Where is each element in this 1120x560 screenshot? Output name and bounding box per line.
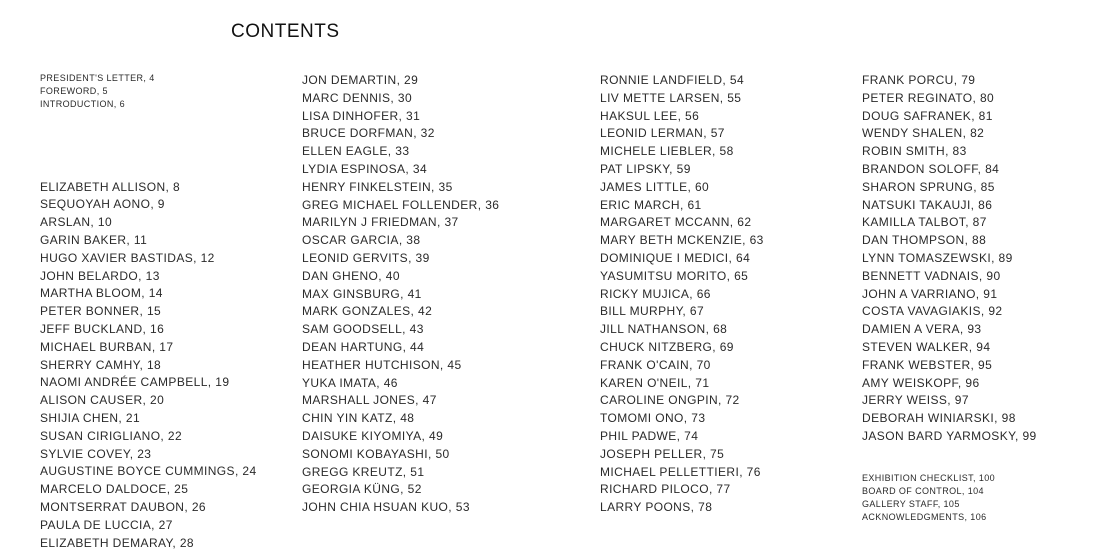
contents-entry: STEVEN WALKER, 94 <box>862 339 991 354</box>
contents-entry: ELIZABETH DEMARAY, 28 <box>40 535 195 550</box>
contents-entry: YUKA IMATA, 46 <box>302 375 398 390</box>
contents-entry: FRANK PORCU, 79 <box>862 73 976 87</box>
back-matter-item: ACKNOWLEDGMENTS, 106 <box>862 512 987 523</box>
contents-entry: MARK GONZALES, 42 <box>302 304 433 319</box>
contents-entry: JAMES LITTLE, 60 <box>600 179 710 194</box>
contents-entry: FRANK O'CAIN, 70 <box>600 357 711 372</box>
contents-entry: MARSHALL JONES, 47 <box>302 393 437 408</box>
artist-list <box>40 179 257 553</box>
contents-entry: KAMILLA TALBOT, 87 <box>862 215 987 230</box>
contents-entry: SONOMI KOBAYASHI, 50 <box>302 446 450 461</box>
back-matter-item: EXHIBITION CHECKLIST, 100 <box>862 472 996 483</box>
contents-entry: PAULA DE LUCCIA, 27 <box>40 517 173 532</box>
contents-entry: HUGO XAVIER BASTIDAS, 12 <box>40 250 215 265</box>
contents-entry: ELLEN EAGLE, 33 <box>302 144 410 159</box>
artist-list <box>862 72 1037 446</box>
contents-entry: MARILYN J FRIEDMAN, 37 <box>302 215 459 230</box>
contents-entry: PAT LIPSKY, 59 <box>600 161 691 176</box>
contents-entry: PHIL PADWE, 74 <box>600 428 699 443</box>
contents-entry: AMY WEISKOPF, 96 <box>862 375 980 390</box>
contents-entry: KAREN O'NEIL, 71 <box>600 375 710 390</box>
back-matter-item: GALLERY STAFF, 105 <box>862 499 960 510</box>
contents-entry: BILL MURPHY, 67 <box>600 304 705 319</box>
contents-entry: RICKY MUJICA, 66 <box>600 286 711 301</box>
contents-entry: GEORGIA KÜNG, 52 <box>302 482 422 497</box>
page-title: CONTENTS <box>231 21 340 42</box>
contents-entry: JOHN BELARDO, 13 <box>40 268 160 283</box>
contents-entry: DAISUKE KIYOMIYA, 49 <box>302 428 444 443</box>
contents-entry: MICHELE LIEBLER, 58 <box>600 144 734 159</box>
contents-entry: ERIC MARCH, 61 <box>600 197 702 212</box>
contents-entry: ELIZABETH ALLISON, 8 <box>40 179 181 194</box>
contents-entry: BENNETT VADNAIS, 90 <box>862 268 1001 283</box>
front-matter-item: PRESIDENT'S LETTER, 4 <box>40 73 155 83</box>
artist-list <box>302 72 499 517</box>
contents-entry: PETER BONNER, 15 <box>40 304 162 319</box>
contents-entry: LARRY POONS, 78 <box>600 500 713 515</box>
contents-entry: HEATHER HUTCHISON, 45 <box>302 357 462 372</box>
contents-entry: MARY BETH MCKENZIE, 63 <box>600 233 764 248</box>
contents-entry: LISA DINHOFER, 31 <box>302 108 421 123</box>
contents-entry: SHERRY CAMHY, 18 <box>40 357 162 372</box>
contents-entry: ALISON CAUSER, 20 <box>40 393 165 408</box>
contents-entry: SHIJIA CHEN, 21 <box>40 410 141 425</box>
contents-entry: AUGUSTINE BOYCE CUMMINGS, 24 <box>40 464 257 479</box>
contents-entry: DOMINIQUE I MEDICI, 64 <box>600 250 751 265</box>
contents-entry: JERRY WEISS, 97 <box>862 393 969 408</box>
contents-entry: MARCELO DALDOCE, 25 <box>40 482 189 497</box>
contents-entry: LEONID LERMAN, 57 <box>600 126 725 141</box>
contents-entry: MICHAEL BURBAN, 17 <box>40 339 174 354</box>
contents-entry: FRANK WEBSTER, 95 <box>862 357 993 372</box>
contents-entry: DEBORAH WINIARSKI, 98 <box>862 411 1016 426</box>
front-matter-list <box>40 72 257 112</box>
contents-entry: JEFF BUCKLAND, 16 <box>40 321 165 336</box>
contents-column-4 <box>862 72 1037 525</box>
contents-entry: SAM GOODSELL, 43 <box>302 322 424 337</box>
contents-entry: JOHN A VARRIANO, 91 <box>862 286 998 301</box>
contents-entry: DOUG SAFRANEK, 81 <box>862 108 993 123</box>
contents-entry: PETER REGINATO, 80 <box>862 90 995 105</box>
contents-entry: WENDY SHALEN, 82 <box>862 126 985 141</box>
contents-entry: SHARON SPRUNG, 85 <box>862 179 995 194</box>
contents-entry: SUSAN CIRIGLIANO, 22 <box>40 428 183 443</box>
contents-entry: JOHN CHIA HSUAN KUO, 53 <box>302 500 470 515</box>
contents-entry: NAOMI ANDRÉE CAMPBELL, 19 <box>40 375 230 390</box>
contents-entry: DEAN HARTUNG, 44 <box>302 339 425 354</box>
artist-list <box>600 72 764 517</box>
contents-entry: CHIN YIN KATZ, 48 <box>302 411 415 426</box>
front-matter-item: FOREWORD, 5 <box>40 86 108 97</box>
contents-entry: BRANDON SOLOFF, 84 <box>862 161 1000 176</box>
back-matter-list <box>862 472 1037 525</box>
contents-entry: GREG MICHAEL FOLLENDER, 36 <box>302 197 500 212</box>
contents-entry: SYLVIE COVEY, 23 <box>40 446 152 461</box>
contents-entry: BRUCE DORFMAN, 32 <box>302 126 435 141</box>
contents-entry: LEONID GERVITS, 39 <box>302 250 430 265</box>
contents-entry: LYNN TOMASZEWSKI, 89 <box>862 250 1013 265</box>
contents-entry: JON DEMARTIN, 29 <box>302 73 419 87</box>
contents-entry: GARIN BAKER, 11 <box>40 233 148 247</box>
contents-entry: JASON BARD YARMOSKY, 99 <box>862 428 1037 443</box>
contents-entry: ROBIN SMITH, 83 <box>862 144 967 159</box>
contents-entry: MAX GINSBURG, 41 <box>302 286 422 301</box>
contents-entry: DAN THOMPSON, 88 <box>862 233 987 248</box>
contents-entry: JOSEPH PELLER, 75 <box>600 446 725 461</box>
contents-entry: HAKSUL LEE, 56 <box>600 108 700 123</box>
contents-entry: RONNIE LANDFIELD, 54 <box>600 73 745 87</box>
contents-entry: TOMOMI ONO, 73 <box>600 411 706 426</box>
contents-entry: JILL NATHANSON, 68 <box>600 322 728 337</box>
contents-entry: HENRY FINKELSTEIN, 35 <box>302 179 453 194</box>
contents-entry: RICHARD PILOCO, 77 <box>600 482 731 497</box>
back-matter-item: BOARD OF CONTROL, 104 <box>862 485 984 496</box>
contents-entry: MARTHA BLOOM, 14 <box>40 286 163 301</box>
contents-entry: NATSUKI TAKAUJI, 86 <box>862 197 993 212</box>
contents-entry: CHUCK NITZBERG, 69 <box>600 339 734 354</box>
contents-entry: LIV METTE LARSEN, 55 <box>600 90 742 105</box>
front-matter-item: INTRODUCTION, 6 <box>40 99 126 110</box>
contents-entry: YASUMITSU MORITO, 65 <box>600 268 749 283</box>
contents-column-1 <box>40 72 257 552</box>
contents-entry: MARGARET MCCANN, 62 <box>600 215 752 230</box>
contents-entry: OSCAR GARCIA, 38 <box>302 233 421 248</box>
contents-entry: COSTA VAVAGIAKIS, 92 <box>862 304 1003 319</box>
contents-column-3 <box>600 72 764 517</box>
contents-entry: GREGG KREUTZ, 51 <box>302 464 425 479</box>
contents-entry: MONTSERRAT DAUBON, 26 <box>40 499 206 514</box>
contents-entry: SEQUOYAH AONO, 9 <box>40 197 165 212</box>
contents-entry: DAN GHENO, 40 <box>302 268 400 283</box>
contents-entry: CAROLINE ONGPIN, 72 <box>600 393 740 408</box>
contents-entry: MICHAEL PELLETTIERI, 76 <box>600 464 761 479</box>
contents-entry: DAMIEN A VERA, 93 <box>862 322 982 337</box>
contents-entry: MARC DENNIS, 30 <box>302 90 413 105</box>
contents-column-2 <box>302 72 499 517</box>
contents-entry: LYDIA ESPINOSA, 34 <box>302 161 428 176</box>
contents-entry: ARSLAN, 10 <box>40 215 113 230</box>
